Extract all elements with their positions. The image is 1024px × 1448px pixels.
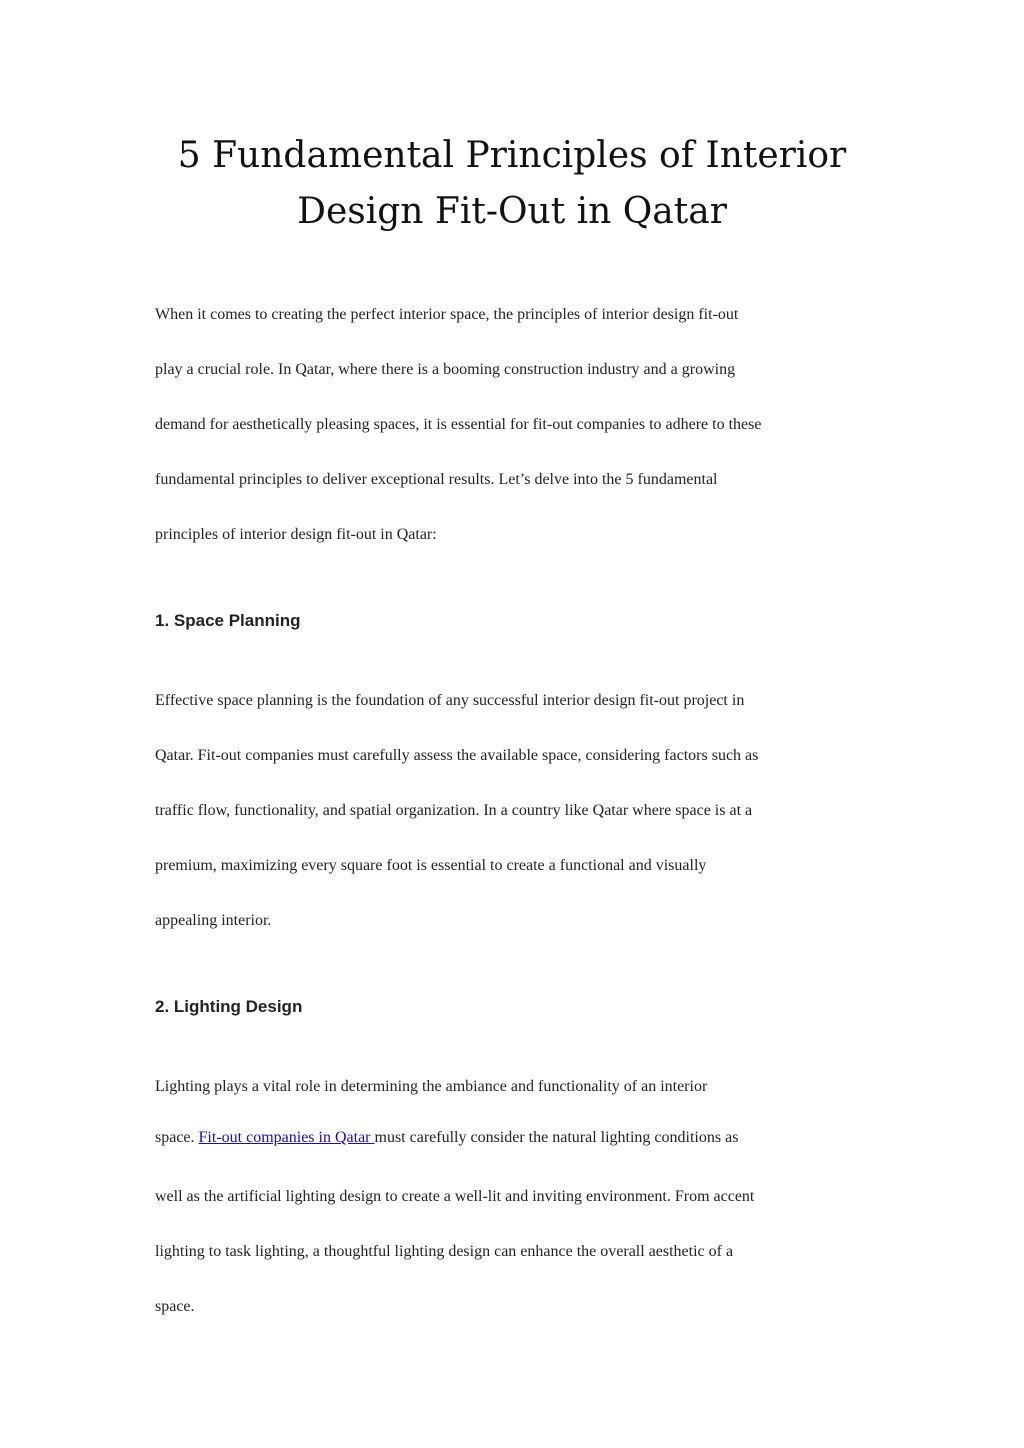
paragraph-line: play a crucial role. In Qatar, where there is a booming construction industry and a growing	[155, 361, 736, 378]
paragraph-line: Effective space planning is the foundation of any successful interior design fit-out project in	[155, 692, 745, 709]
paragraph-line: fundamental principles to deliver exceptional results. Let’s delve into the 5 fundamental	[155, 471, 718, 488]
paragraph-line: When it comes to creating the perfect interior space, the principles of interior design fit-out	[155, 306, 739, 323]
line-suffix: must carefully consider the natural lighting conditions as	[374, 1129, 739, 1146]
paragraph-line: well as the artificial lighting design to create a well-lit and inviting environment. From accent	[155, 1188, 755, 1205]
document-title	[0, 128, 1024, 240]
paragraph-line: Qatar. Fit-out companies must carefully assess the available space, considering factors such as	[155, 747, 759, 764]
section-heading-lighting-design: 2. Lighting Design	[155, 997, 303, 1016]
paragraph-line: appealing interior.	[155, 912, 272, 929]
line-prefix: space.	[155, 1129, 199, 1146]
paragraph-line: Lighting plays a vital role in determining the ambiance and functionality of an interior	[155, 1078, 708, 1095]
paragraph-line: principles of interior design fit-out in Qatar:	[155, 526, 437, 543]
paragraph-line: demand for aesthetically pleasing spaces, it is essential for fit-out companies to adhere to these	[155, 416, 762, 433]
paragraph-line: traffic flow, functionality, and spatial organization. In a country like Qatar where space is at a	[155, 802, 753, 819]
paragraph-line: lighting to task lighting, a thoughtful lighting design can enhance the overall aesthetic of a	[155, 1243, 734, 1260]
title-line: 5 Fundamental Principles of Interior	[177, 135, 847, 176]
fit-out-companies-link[interactable]: Fit-out companies in Qatar	[198, 1129, 375, 1146]
space-planning-paragraph	[155, 692, 875, 967]
paragraph-line: space.	[155, 1298, 195, 1315]
paragraph-line-with-link	[155, 1129, 875, 1188]
paragraph-line: premium, maximizing every square foot is essential to create a functional and visually	[155, 857, 707, 874]
section-heading-space-planning: 1. Space Planning	[155, 611, 301, 630]
intro-paragraph	[155, 306, 875, 581]
title-line: Design Fit-Out in Qatar	[297, 191, 727, 232]
lighting-design-paragraph	[155, 1078, 875, 1353]
